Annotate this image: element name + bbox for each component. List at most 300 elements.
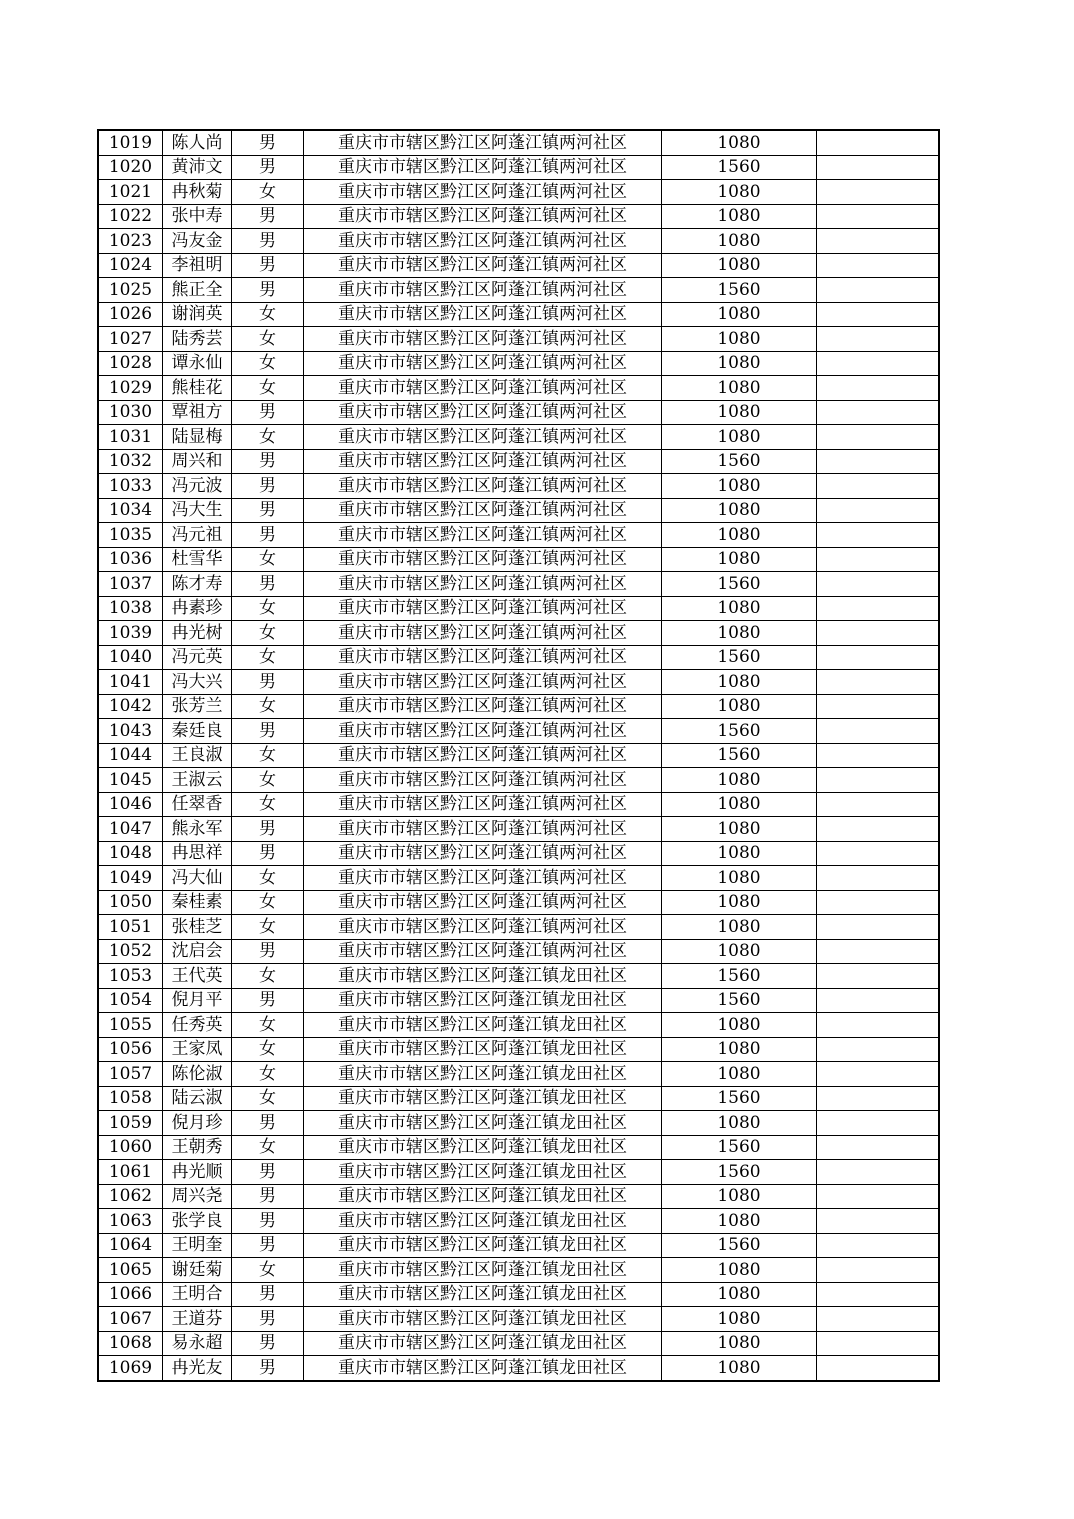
address-cell: 重庆市市辖区黔江区阿蓬江镇龙田社区 [304,1013,662,1038]
note-cell [817,1184,940,1209]
note-cell [817,743,940,768]
note-cell [817,1307,940,1332]
address-cell: 重庆市市辖区黔江区阿蓬江镇两河社区 [304,351,662,376]
address-cell: 重庆市市辖区黔江区阿蓬江镇两河社区 [304,498,662,523]
person-name-cell: 秦桂素 [163,890,232,915]
person-name-cell: 沈启会 [163,939,232,964]
row-number-cell: 1025 [98,278,163,303]
note-cell [817,645,940,670]
row-number-cell: 1046 [98,792,163,817]
row-number-cell: 1063 [98,1209,163,1234]
amount-cell: 1560 [662,1135,817,1160]
address-cell: 重庆市市辖区黔江区阿蓬江镇龙田社区 [304,1037,662,1062]
gender-cell: 女 [232,425,304,450]
gender-cell: 女 [232,327,304,352]
row-number-cell: 1059 [98,1111,163,1136]
note-cell [817,229,940,254]
amount-cell: 1080 [662,890,817,915]
row-number-cell: 1051 [98,915,163,940]
row-number-cell: 1067 [98,1307,163,1332]
subsidy-table [97,129,940,1382]
row-number-cell: 1036 [98,547,163,572]
row-number-cell: 1026 [98,302,163,327]
gender-cell: 男 [232,1233,304,1258]
table-row [98,425,939,450]
table-row [98,694,939,719]
amount-cell: 1560 [662,988,817,1013]
row-number-cell: 1031 [98,425,163,450]
row-number-cell: 1034 [98,498,163,523]
gender-cell: 女 [232,621,304,646]
amount-cell: 1560 [662,1233,817,1258]
gender-cell: 男 [232,1184,304,1209]
person-name-cell: 张芳兰 [163,694,232,719]
address-cell: 重庆市市辖区黔江区阿蓬江镇两河社区 [304,817,662,842]
amount-cell: 1080 [662,1331,817,1356]
table-row [98,939,939,964]
row-number-cell: 1032 [98,449,163,474]
address-cell: 重庆市市辖区黔江区阿蓬江镇两河社区 [304,229,662,254]
table-row [98,376,939,401]
table-row [98,572,939,597]
row-number-cell: 1053 [98,964,163,989]
address-cell: 重庆市市辖区黔江区阿蓬江镇两河社区 [304,449,662,474]
amount-cell: 1560 [662,645,817,670]
gender-cell: 男 [232,988,304,1013]
address-cell: 重庆市市辖区黔江区阿蓬江镇龙田社区 [304,1135,662,1160]
note-cell [817,180,940,205]
row-number-cell: 1035 [98,523,163,548]
table-row [98,327,939,352]
amount-cell: 1560 [662,964,817,989]
gender-cell: 女 [232,768,304,793]
table-row [98,988,939,1013]
row-number-cell: 1023 [98,229,163,254]
amount-cell: 1080 [662,939,817,964]
amount-cell: 1080 [662,817,817,842]
note-cell [817,1135,940,1160]
amount-cell: 1560 [662,278,817,303]
table-row [98,621,939,646]
table-row [98,180,939,205]
row-number-cell: 1060 [98,1135,163,1160]
table-row [98,1037,939,1062]
table-row [98,792,939,817]
address-cell: 重庆市市辖区黔江区阿蓬江镇两河社区 [304,278,662,303]
gender-cell: 女 [232,915,304,940]
amount-cell: 1080 [662,351,817,376]
note-cell [817,523,940,548]
person-name-cell: 陆云淑 [163,1086,232,1111]
amount-cell: 1080 [662,1258,817,1283]
person-name-cell: 陈才寿 [163,572,232,597]
note-cell [817,964,940,989]
person-name-cell: 熊永军 [163,817,232,842]
person-name-cell: 张桂芝 [163,915,232,940]
amount-cell: 1080 [662,792,817,817]
note-cell [817,915,940,940]
address-cell: 重庆市市辖区黔江区阿蓬江镇两河社区 [304,670,662,695]
person-name-cell: 冉思祥 [163,841,232,866]
row-number-cell: 1050 [98,890,163,915]
table-row [98,866,939,891]
table-row [98,1013,939,1038]
note-cell [817,792,940,817]
row-number-cell: 1064 [98,1233,163,1258]
address-cell: 重庆市市辖区黔江区阿蓬江镇两河社区 [304,327,662,352]
person-name-cell: 冯大生 [163,498,232,523]
gender-cell: 女 [232,1135,304,1160]
amount-cell: 1080 [662,1209,817,1234]
row-number-cell: 1021 [98,180,163,205]
address-cell: 重庆市市辖区黔江区阿蓬江镇两河社区 [304,204,662,229]
amount-cell: 1080 [662,400,817,425]
address-cell: 重庆市市辖区黔江区阿蓬江镇两河社区 [304,890,662,915]
person-name-cell: 张学良 [163,1209,232,1234]
row-number-cell: 1048 [98,841,163,866]
row-number-cell: 1037 [98,572,163,597]
address-cell: 重庆市市辖区黔江区阿蓬江镇两河社区 [304,743,662,768]
row-number-cell: 1058 [98,1086,163,1111]
row-number-cell: 1033 [98,474,163,499]
gender-cell: 女 [232,1086,304,1111]
table-row [98,547,939,572]
amount-cell: 1080 [662,915,817,940]
address-cell: 重庆市市辖区黔江区阿蓬江镇两河社区 [304,130,662,155]
amount-cell: 1560 [662,743,817,768]
table-row [98,253,939,278]
person-name-cell: 王明奎 [163,1233,232,1258]
note-cell [817,425,940,450]
address-cell: 重庆市市辖区黔江区阿蓬江镇两河社区 [304,596,662,621]
table-row [98,915,939,940]
amount-cell: 1080 [662,1356,817,1381]
row-number-cell: 1028 [98,351,163,376]
note-cell [817,572,940,597]
table-row [98,1209,939,1234]
table-row [98,743,939,768]
table-body [98,130,939,1381]
gender-cell: 男 [232,1209,304,1234]
table-row [98,768,939,793]
table-row [98,1062,939,1087]
person-name-cell: 王道芬 [163,1307,232,1332]
note-cell [817,449,940,474]
gender-cell: 男 [232,841,304,866]
note-cell [817,1013,940,1038]
gender-cell: 女 [232,1013,304,1038]
amount-cell: 1080 [662,523,817,548]
amount-cell: 1080 [662,1111,817,1136]
table-row [98,1356,939,1381]
note-cell [817,596,940,621]
amount-cell: 1080 [662,596,817,621]
address-cell: 重庆市市辖区黔江区阿蓬江镇龙田社区 [304,1307,662,1332]
row-number-cell: 1055 [98,1013,163,1038]
address-cell: 重庆市市辖区黔江区阿蓬江镇两河社区 [304,376,662,401]
note-cell [817,939,940,964]
amount-cell: 1080 [662,841,817,866]
gender-cell: 男 [232,449,304,474]
table-row [98,155,939,180]
row-number-cell: 1068 [98,1331,163,1356]
person-name-cell: 王代英 [163,964,232,989]
note-cell [817,351,940,376]
gender-cell: 男 [232,1111,304,1136]
table-row [98,474,939,499]
amount-cell: 1080 [662,1013,817,1038]
row-number-cell: 1045 [98,768,163,793]
table-row [98,1086,939,1111]
amount-cell: 1560 [662,572,817,597]
gender-cell: 男 [232,939,304,964]
row-number-cell: 1042 [98,694,163,719]
person-name-cell: 秦廷良 [163,719,232,744]
table-row [98,130,939,155]
note-cell [817,841,940,866]
table-row [98,523,939,548]
row-number-cell: 1069 [98,1356,163,1381]
gender-cell: 女 [232,351,304,376]
note-cell [817,719,940,744]
note-cell [817,1160,940,1185]
note-cell [817,1258,940,1283]
address-cell: 重庆市市辖区黔江区阿蓬江镇龙田社区 [304,988,662,1013]
person-name-cell: 杜雪华 [163,547,232,572]
note-cell [817,204,940,229]
gender-cell: 男 [232,523,304,548]
table-row [98,229,939,254]
gender-cell: 男 [232,229,304,254]
amount-cell: 1080 [662,425,817,450]
address-cell: 重庆市市辖区黔江区阿蓬江镇两河社区 [304,474,662,499]
amount-cell: 1080 [662,768,817,793]
person-name-cell: 易永超 [163,1331,232,1356]
amount-cell: 1080 [662,866,817,891]
row-number-cell: 1019 [98,130,163,155]
person-name-cell: 冉光顺 [163,1160,232,1185]
gender-cell: 男 [232,1160,304,1185]
note-cell [817,1111,940,1136]
person-name-cell: 冉光树 [163,621,232,646]
amount-cell: 1080 [662,498,817,523]
gender-cell: 女 [232,694,304,719]
table-row [98,1307,939,1332]
person-name-cell: 王家凤 [163,1037,232,1062]
address-cell: 重庆市市辖区黔江区阿蓬江镇龙田社区 [304,1160,662,1185]
gender-cell: 男 [232,155,304,180]
person-name-cell: 冯元祖 [163,523,232,548]
person-name-cell: 覃祖方 [163,400,232,425]
note-cell [817,1356,940,1381]
amount-cell: 1080 [662,229,817,254]
address-cell: 重庆市市辖区黔江区阿蓬江镇两河社区 [304,155,662,180]
person-name-cell: 王明合 [163,1282,232,1307]
person-name-cell: 倪月平 [163,988,232,1013]
gender-cell: 女 [232,645,304,670]
table-row [98,1184,939,1209]
amount-cell: 1080 [662,694,817,719]
note-cell [817,474,940,499]
row-number-cell: 1039 [98,621,163,646]
note-cell [817,1331,940,1356]
address-cell: 重庆市市辖区黔江区阿蓬江镇龙田社区 [304,964,662,989]
address-cell: 重庆市市辖区黔江区阿蓬江镇两河社区 [304,302,662,327]
amount-cell: 1080 [662,180,817,205]
note-cell [817,1233,940,1258]
table-row [98,841,939,866]
note-cell [817,1037,940,1062]
row-number-cell: 1047 [98,817,163,842]
gender-cell: 男 [232,1356,304,1381]
amount-cell: 1080 [662,376,817,401]
table-row [98,1160,939,1185]
gender-cell: 男 [232,719,304,744]
amount-cell: 1080 [662,474,817,499]
row-number-cell: 1027 [98,327,163,352]
address-cell: 重庆市市辖区黔江区阿蓬江镇龙田社区 [304,1331,662,1356]
amount-cell: 1080 [662,327,817,352]
row-number-cell: 1044 [98,743,163,768]
address-cell: 重庆市市辖区黔江区阿蓬江镇两河社区 [304,841,662,866]
gender-cell: 男 [232,204,304,229]
address-cell: 重庆市市辖区黔江区阿蓬江镇龙田社区 [304,1184,662,1209]
gender-cell: 女 [232,743,304,768]
table-row [98,278,939,303]
address-cell: 重庆市市辖区黔江区阿蓬江镇两河社区 [304,915,662,940]
note-cell [817,890,940,915]
gender-cell: 男 [232,572,304,597]
row-number-cell: 1062 [98,1184,163,1209]
amount-cell: 1080 [662,253,817,278]
table-row [98,719,939,744]
table-row [98,449,939,474]
note-cell [817,327,940,352]
address-cell: 重庆市市辖区黔江区阿蓬江镇两河社区 [304,523,662,548]
row-number-cell: 1040 [98,645,163,670]
person-name-cell: 王良淑 [163,743,232,768]
person-name-cell: 任翠香 [163,792,232,817]
address-cell: 重庆市市辖区黔江区阿蓬江镇两河社区 [304,180,662,205]
amount-cell: 1080 [662,1062,817,1087]
row-number-cell: 1049 [98,866,163,891]
note-cell [817,498,940,523]
note-cell [817,155,940,180]
amount-cell: 1080 [662,1307,817,1332]
address-cell: 重庆市市辖区黔江区阿蓬江镇两河社区 [304,621,662,646]
gender-cell: 男 [232,498,304,523]
address-cell: 重庆市市辖区黔江区阿蓬江镇龙田社区 [304,1111,662,1136]
amount-cell: 1080 [662,302,817,327]
gender-cell: 女 [232,890,304,915]
gender-cell: 女 [232,792,304,817]
person-name-cell: 谢廷菊 [163,1258,232,1283]
gender-cell: 男 [232,670,304,695]
gender-cell: 女 [232,1258,304,1283]
note-cell [817,302,940,327]
note-cell [817,1062,940,1087]
amount-cell: 1560 [662,1086,817,1111]
address-cell: 重庆市市辖区黔江区阿蓬江镇龙田社区 [304,1282,662,1307]
table-row [98,645,939,670]
person-name-cell: 熊正全 [163,278,232,303]
row-number-cell: 1029 [98,376,163,401]
note-cell [817,988,940,1013]
person-name-cell: 冯大兴 [163,670,232,695]
row-number-cell: 1043 [98,719,163,744]
table-row [98,1282,939,1307]
note-cell [817,1209,940,1234]
person-name-cell: 陆秀芸 [163,327,232,352]
note-cell [817,130,940,155]
address-cell: 重庆市市辖区黔江区阿蓬江镇两河社区 [304,792,662,817]
row-number-cell: 1052 [98,939,163,964]
note-cell [817,1282,940,1307]
person-name-cell: 熊桂花 [163,376,232,401]
gender-cell: 男 [232,817,304,842]
address-cell: 重庆市市辖区黔江区阿蓬江镇两河社区 [304,547,662,572]
person-name-cell: 冯友金 [163,229,232,254]
address-cell: 重庆市市辖区黔江区阿蓬江镇两河社区 [304,866,662,891]
row-number-cell: 1038 [98,596,163,621]
gender-cell: 女 [232,964,304,989]
gender-cell: 男 [232,1282,304,1307]
person-name-cell: 张中寿 [163,204,232,229]
gender-cell: 女 [232,1037,304,1062]
table-row [98,1111,939,1136]
amount-cell: 1080 [662,547,817,572]
address-cell: 重庆市市辖区黔江区阿蓬江镇两河社区 [304,719,662,744]
person-name-cell: 谭永仙 [163,351,232,376]
table-row [98,817,939,842]
address-cell: 重庆市市辖区黔江区阿蓬江镇两河社区 [304,425,662,450]
person-name-cell: 周兴尧 [163,1184,232,1209]
person-name-cell: 冉素珍 [163,596,232,621]
address-cell: 重庆市市辖区黔江区阿蓬江镇两河社区 [304,768,662,793]
note-cell [817,1086,940,1111]
person-name-cell: 陈人尚 [163,130,232,155]
gender-cell: 男 [232,400,304,425]
person-name-cell: 陆显梅 [163,425,232,450]
table-row [98,964,939,989]
row-number-cell: 1066 [98,1282,163,1307]
table-row [98,204,939,229]
address-cell: 重庆市市辖区黔江区阿蓬江镇龙田社区 [304,1233,662,1258]
note-cell [817,621,940,646]
address-cell: 重庆市市辖区黔江区阿蓬江镇龙田社区 [304,1209,662,1234]
person-name-cell: 陈伦淑 [163,1062,232,1087]
person-name-cell: 周兴和 [163,449,232,474]
row-number-cell: 1022 [98,204,163,229]
person-name-cell: 王朝秀 [163,1135,232,1160]
person-name-cell: 黄沛文 [163,155,232,180]
gender-cell: 女 [232,180,304,205]
table-row [98,1258,939,1283]
table-row [98,596,939,621]
amount-cell: 1080 [662,1037,817,1062]
gender-cell: 男 [232,1307,304,1332]
gender-cell: 男 [232,130,304,155]
person-name-cell: 冉光友 [163,1356,232,1381]
person-name-cell: 谢润英 [163,302,232,327]
address-cell: 重庆市市辖区黔江区阿蓬江镇龙田社区 [304,1258,662,1283]
row-number-cell: 1057 [98,1062,163,1087]
note-cell [817,768,940,793]
table-row [98,890,939,915]
amount-cell: 1560 [662,1160,817,1185]
row-number-cell: 1061 [98,1160,163,1185]
row-number-cell: 1020 [98,155,163,180]
